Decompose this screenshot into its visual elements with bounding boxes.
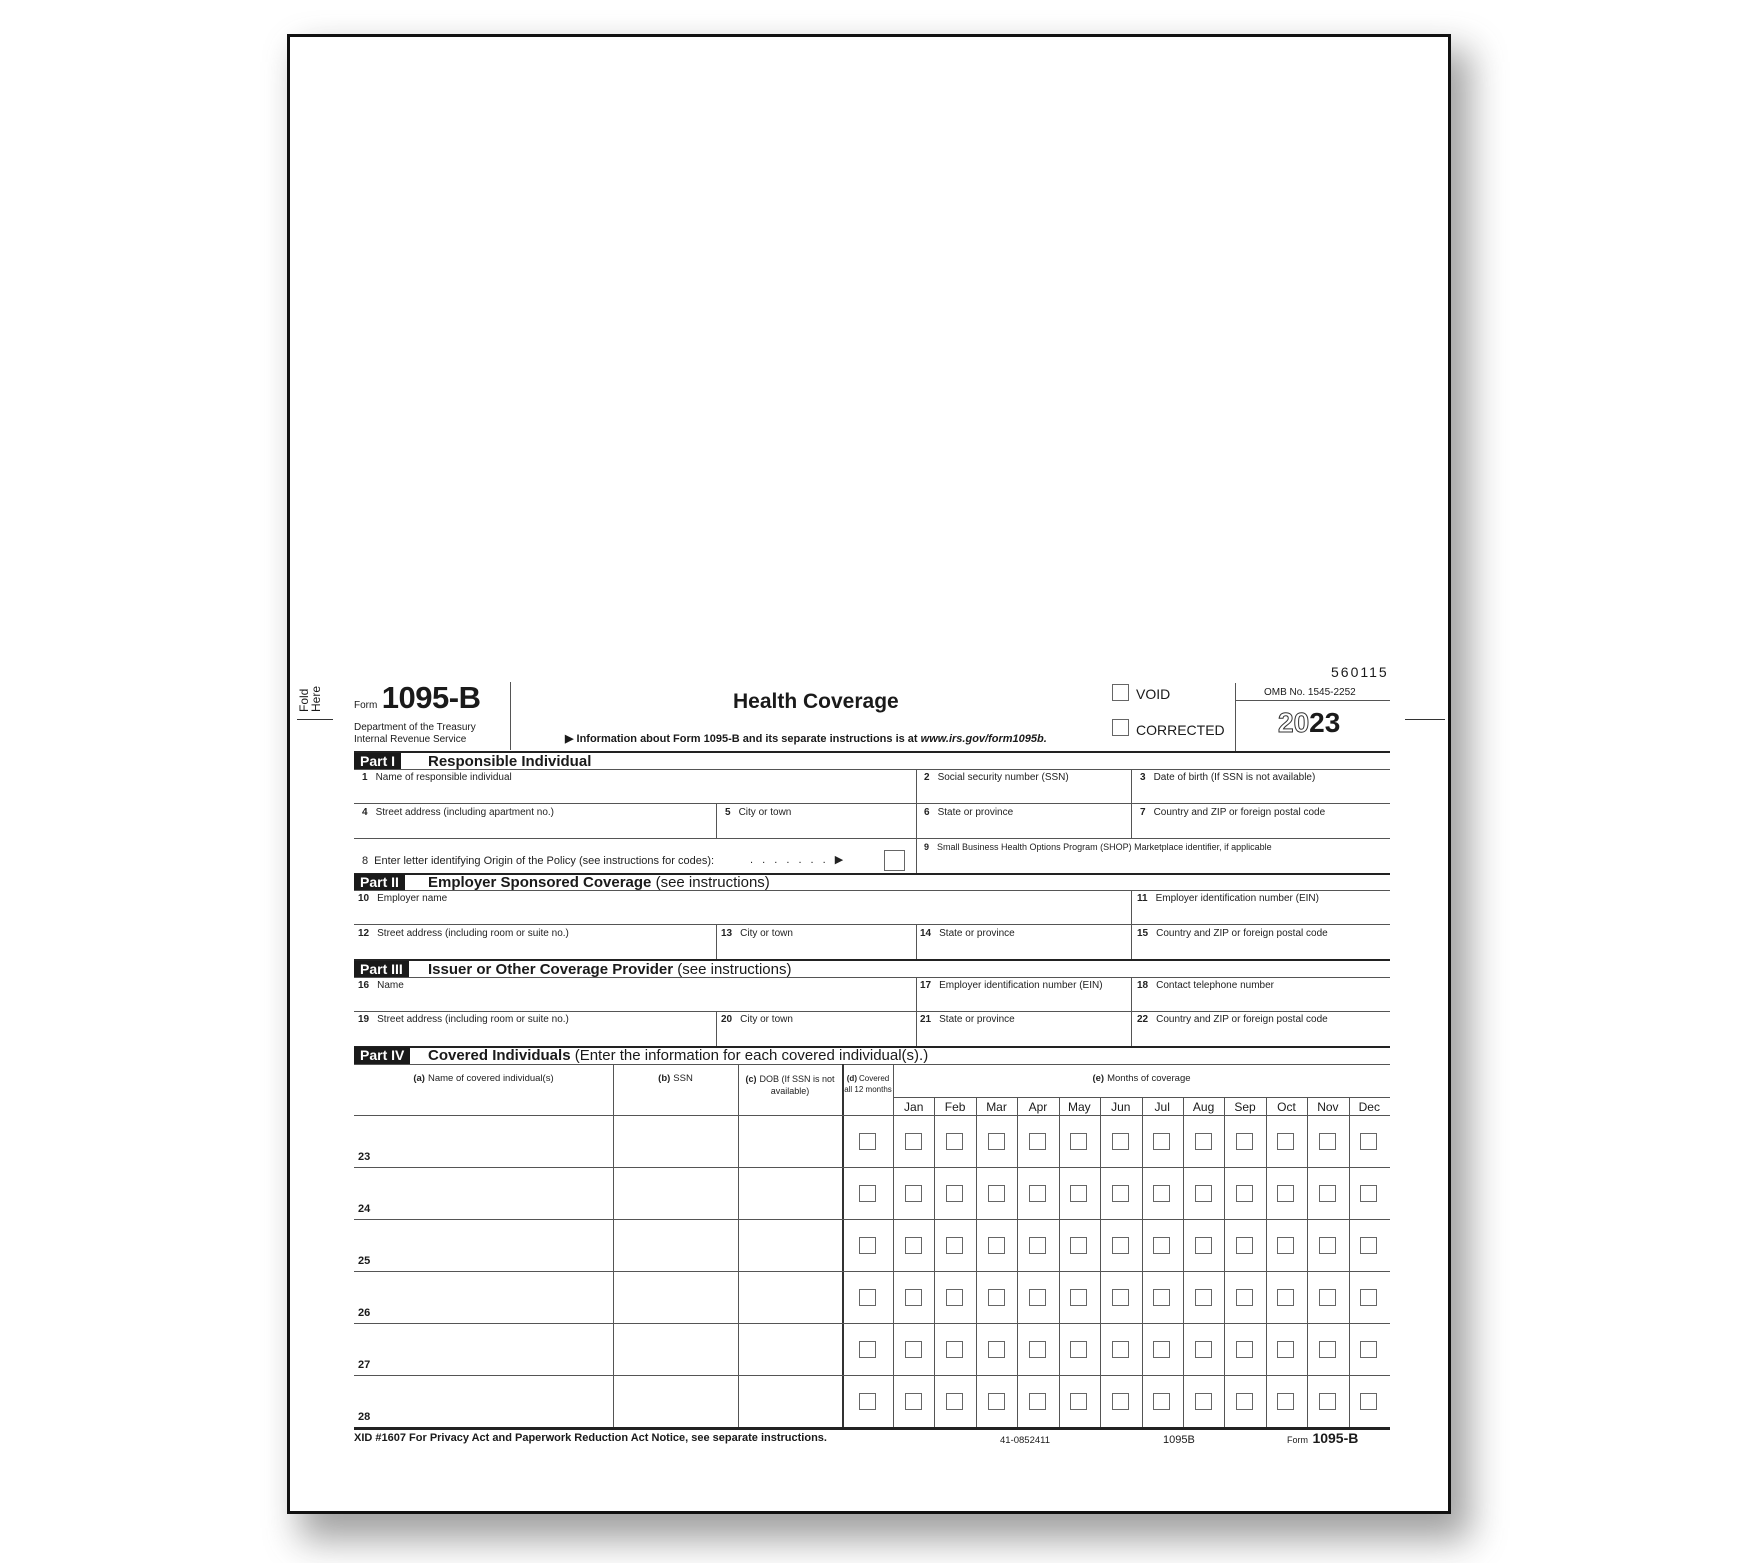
footer-code-2: 1095B <box>1163 1434 1195 1446</box>
fold-here-label <box>298 686 322 712</box>
field-label: Enter letter identifying Origin of the Policy (see instructions for codes): <box>374 855 715 867</box>
month-header-feb: Feb <box>944 1100 966 1114</box>
col-label-2: available) <box>770 1086 810 1096</box>
month-checkbox-aug[interactable] <box>1195 1185 1212 1202</box>
month-col-divider <box>1183 1097 1184 1427</box>
part1-title-text: Responsible Individual <box>428 753 592 770</box>
month-checkbox-oct[interactable] <box>1277 1393 1294 1410</box>
name-cell[interactable] <box>354 1115 613 1167</box>
month-checkbox-oct[interactable] <box>1277 1341 1294 1358</box>
month-checkbox-dec[interactable] <box>1360 1237 1377 1254</box>
ssn-cell[interactable] <box>613 1271 738 1323</box>
field-19[interactable] <box>358 1014 569 1025</box>
col-label: SSN <box>673 1073 693 1084</box>
part2-col-divider-14 <box>916 924 917 959</box>
col-tag: (a) <box>413 1073 425 1084</box>
origin-code-box[interactable] <box>884 850 905 871</box>
part2-col-divider-13 <box>716 924 717 959</box>
field-4[interactable] <box>362 807 554 818</box>
year-bold: 23 <box>1309 707 1341 738</box>
field-num: 6 <box>924 807 930 818</box>
ssn-cell[interactable] <box>613 1219 738 1271</box>
field-label: Small Business Health Options Program (SHOP) Marketplace identifier, if applicable <box>937 842 1272 852</box>
form-code: 560115 <box>1331 664 1389 680</box>
part3-subtitle: (see instructions) <box>677 961 792 978</box>
field-num: 12 <box>358 928 370 939</box>
field-label: City or town <box>738 807 792 818</box>
field-num: 2 <box>924 772 930 783</box>
field-label: Street address (including room or suite no.) <box>377 1014 569 1025</box>
field-11[interactable] <box>1137 893 1319 904</box>
month-checkbox-feb[interactable] <box>946 1393 963 1410</box>
col-tag: (c) <box>745 1074 757 1084</box>
part2-row-rule <box>354 924 1390 925</box>
month-checkbox-jun[interactable] <box>1112 1289 1129 1306</box>
fold-word: Fold <box>297 688 311 712</box>
month-checkbox-may[interactable] <box>1070 1185 1087 1202</box>
month-checkbox-jul[interactable] <box>1153 1289 1170 1306</box>
field-label: Employer identification number (EIN) <box>939 980 1103 991</box>
month-checkbox-mar[interactable] <box>988 1341 1005 1358</box>
footer-rule <box>354 1427 1390 1430</box>
row-rule <box>354 1219 1390 1220</box>
field-5[interactable] <box>725 807 791 818</box>
month-checkbox-dec[interactable] <box>1360 1393 1377 1410</box>
month-checkbox-feb[interactable] <box>946 1237 963 1254</box>
info-url[interactable]: www.irs.gov/form1095b. <box>920 733 1047 745</box>
month-checkbox-nov[interactable] <box>1319 1341 1336 1358</box>
field-num: 5 <box>725 807 731 818</box>
month-header-nov: Nov <box>1317 1100 1339 1114</box>
month-col-divider <box>976 1097 977 1427</box>
month-checkbox-dec[interactable] <box>1360 1289 1377 1306</box>
footer-form-prefix: Form <box>1287 1435 1308 1445</box>
month-checkbox-jan[interactable] <box>905 1393 922 1410</box>
field-label: Date of birth (If SSN is not available) <box>1153 772 1316 783</box>
month-checkbox-nov[interactable] <box>1319 1185 1336 1202</box>
row-rule <box>354 1375 1390 1376</box>
month-checkbox-jun[interactable] <box>1112 1341 1129 1358</box>
leader-dots: . . . . . . . ▶ <box>750 854 847 866</box>
ssn-cell[interactable] <box>613 1323 738 1375</box>
month-checkbox-oct[interactable] <box>1277 1237 1294 1254</box>
field-1[interactable] <box>362 772 512 783</box>
month-checkbox-jan[interactable] <box>905 1185 922 1202</box>
col-a-header <box>354 1073 613 1084</box>
month-checkbox-jul[interactable] <box>1153 1185 1170 1202</box>
corrected-label: CORRECTED <box>1136 722 1225 738</box>
month-checkbox-sep[interactable] <box>1236 1341 1253 1358</box>
covered-all-12-checkbox[interactable] <box>859 1393 876 1410</box>
covered-all-12-checkbox[interactable] <box>859 1133 876 1150</box>
info-text: ▶ Information about Form 1095-B and its separate instructions is at <box>565 733 918 745</box>
field-label: Country and ZIP or foreign postal code <box>1156 1014 1328 1025</box>
part3-title <box>428 961 791 978</box>
row-rule <box>354 1323 1390 1324</box>
covered-all-12-checkbox[interactable] <box>859 1289 876 1306</box>
dob-cell[interactable] <box>738 1167 842 1219</box>
month-checkbox-jan[interactable] <box>905 1133 922 1150</box>
month-col-divider <box>1142 1097 1143 1427</box>
col-label-2: all 12 months <box>844 1085 892 1094</box>
field-12[interactable] <box>358 928 569 939</box>
field-num: 11 <box>1137 893 1148 904</box>
month-checkbox-apr[interactable] <box>1029 1133 1046 1150</box>
name-cell[interactable] <box>354 1167 613 1219</box>
month-checkbox-jul[interactable] <box>1153 1133 1170 1150</box>
field-16[interactable] <box>358 980 404 991</box>
field-20[interactable] <box>721 1014 793 1025</box>
month-checkbox-aug[interactable] <box>1195 1341 1212 1358</box>
field-num: 14 <box>920 928 932 939</box>
month-checkbox-sep[interactable] <box>1236 1237 1253 1254</box>
row-rule <box>354 1271 1390 1272</box>
month-checkbox-jul[interactable] <box>1153 1341 1170 1358</box>
part3-col-divider-20 <box>716 1011 717 1046</box>
part4-title-text: Covered Individuals <box>428 1047 571 1064</box>
row-number: 23 <box>358 1151 371 1163</box>
part4-badge: Part IV <box>354 1047 410 1064</box>
part1-badge: Part I <box>354 753 401 770</box>
part1-rule <box>354 769 1390 770</box>
month-checkbox-aug[interactable] <box>1195 1393 1212 1410</box>
month-checkbox-aug[interactable] <box>1195 1133 1212 1150</box>
part3-row-rule <box>354 1011 1390 1012</box>
field-num: 18 <box>1137 980 1149 991</box>
col-label: Months of coverage <box>1107 1073 1191 1084</box>
month-checkbox-jul[interactable] <box>1153 1393 1170 1410</box>
month-checkbox-dec[interactable] <box>1360 1341 1377 1358</box>
month-checkbox-feb[interactable] <box>946 1133 963 1150</box>
col-label: DOB (If SSN is not <box>759 1074 835 1084</box>
field-label: Employer identification number (EIN) <box>1155 893 1319 904</box>
month-checkbox-mar[interactable] <box>988 1393 1005 1410</box>
month-checkbox-jan[interactable] <box>905 1237 922 1254</box>
field-7[interactable] <box>1140 807 1325 818</box>
form-id <box>354 680 480 716</box>
field-num: 21 <box>920 1014 932 1025</box>
row-number: 25 <box>358 1255 371 1267</box>
footer-form-number: 1095-B <box>1312 1430 1359 1446</box>
field-label: Country and ZIP or foreign postal code <box>1156 928 1328 939</box>
part2-subtitle: (see instructions) <box>655 874 770 891</box>
row-number: 26 <box>358 1307 371 1319</box>
field-label: Employer name <box>377 893 448 904</box>
form-prefix: Form <box>354 700 378 711</box>
field-num: 19 <box>358 1014 370 1025</box>
field-14[interactable] <box>920 928 1015 939</box>
field-num: 22 <box>1137 1014 1149 1025</box>
footer-form-id <box>1287 1430 1358 1448</box>
col-d-divider <box>893 1064 894 1427</box>
field-num: 8 <box>362 855 369 867</box>
field-num: 20 <box>721 1014 733 1025</box>
month-checkbox-oct[interactable] <box>1277 1185 1294 1202</box>
month-checkbox-may[interactable] <box>1070 1237 1087 1254</box>
part4-subtitle: (Enter the information for each covered individual(s).) <box>574 1047 929 1064</box>
month-checkbox-mar[interactable] <box>988 1289 1005 1306</box>
col-c-header <box>738 1073 842 1097</box>
month-col-divider <box>1100 1097 1101 1427</box>
month-checkbox-dec[interactable] <box>1360 1185 1377 1202</box>
col-tag: (b) <box>658 1073 671 1084</box>
field-label: City or town <box>740 928 793 939</box>
month-checkbox-sep[interactable] <box>1236 1185 1253 1202</box>
col-d-header <box>843 1073 893 1095</box>
covered-all-12-checkbox[interactable] <box>859 1237 876 1254</box>
month-checkbox-apr[interactable] <box>1029 1185 1046 1202</box>
month-checkbox-jan[interactable] <box>905 1289 922 1306</box>
field-label: State or province <box>939 928 1015 939</box>
month-checkbox-dec[interactable] <box>1360 1133 1377 1150</box>
month-checkbox-aug[interactable] <box>1195 1237 1212 1254</box>
dob-cell[interactable] <box>738 1323 842 1375</box>
month-checkbox-oct[interactable] <box>1277 1289 1294 1306</box>
month-header-oct: Oct <box>1277 1100 1296 1114</box>
covered-all-12-checkbox[interactable] <box>859 1185 876 1202</box>
field-17[interactable] <box>920 980 1103 991</box>
name-cell[interactable] <box>354 1375 613 1427</box>
field-2[interactable] <box>924 772 1069 783</box>
part1-row-rule-1 <box>354 803 1390 804</box>
month-checkbox-nov[interactable] <box>1319 1237 1336 1254</box>
part2-title-text: Employer Sponsored Coverage <box>428 874 652 891</box>
field-label: Contact telephone number <box>1156 980 1274 991</box>
month-header-may: May <box>1068 1100 1091 1114</box>
fold-tick-left <box>297 719 333 720</box>
part3-rule <box>354 977 1390 978</box>
field-label: Social security number (SSN) <box>937 772 1069 783</box>
row-number: 24 <box>358 1203 371 1215</box>
form-number: 1095-B <box>381 680 481 715</box>
month-header-aug: Aug <box>1192 1100 1215 1114</box>
month-header-mar: Mar <box>986 1100 1007 1114</box>
field-label: Name of responsible individual <box>375 772 512 783</box>
void-checkbox[interactable] <box>1112 684 1129 701</box>
part4-rule <box>354 1064 1390 1065</box>
field-label: Country and ZIP or foreign postal code <box>1153 807 1326 818</box>
field-num: 3 <box>1140 772 1146 783</box>
field-18[interactable] <box>1137 980 1274 991</box>
month-checkbox-jun[interactable] <box>1112 1237 1129 1254</box>
part1-title <box>428 753 591 770</box>
month-checkbox-nov[interactable] <box>1319 1289 1336 1306</box>
month-checkbox-oct[interactable] <box>1277 1133 1294 1150</box>
field-8 <box>362 855 714 867</box>
month-checkbox-nov[interactable] <box>1319 1133 1336 1150</box>
header-divider-left <box>510 682 511 750</box>
month-col-divider <box>1349 1097 1350 1427</box>
covered-all-12-checkbox[interactable] <box>859 1341 876 1358</box>
part3-title-text: Issuer or Other Coverage Provider <box>428 961 674 978</box>
field-label: Name <box>377 980 404 991</box>
footer-notice: XID #1607 For Privacy Act and Paperwork Reduction Act Notice, see separate instructions. <box>354 1432 827 1444</box>
col-label: Name of covered individual(s) <box>427 1073 554 1084</box>
month-checkbox-apr[interactable] <box>1029 1237 1046 1254</box>
agency-block <box>354 722 476 746</box>
col-b-header <box>613 1073 738 1084</box>
month-checkbox-nov[interactable] <box>1319 1393 1336 1410</box>
field-num: 10 <box>358 893 370 904</box>
month-header-apr: Apr <box>1028 1100 1048 1114</box>
month-checkbox-feb[interactable] <box>946 1289 963 1306</box>
col-c-divider <box>842 1064 844 1427</box>
header-divider-right <box>1235 683 1236 751</box>
ssn-cell[interactable] <box>613 1115 738 1167</box>
month-checkbox-mar[interactable] <box>988 1237 1005 1254</box>
row-number: 27 <box>358 1359 371 1371</box>
month-checkbox-mar[interactable] <box>988 1185 1005 1202</box>
part2-badge: Part II <box>354 874 405 891</box>
col-tag: (d) <box>846 1074 857 1083</box>
field-label: City or town <box>740 1014 793 1025</box>
tax-year <box>1278 707 1340 739</box>
row-number: 28 <box>358 1411 371 1423</box>
name-cell[interactable] <box>354 1323 613 1375</box>
month-checkbox-feb[interactable] <box>946 1341 963 1358</box>
month-checkbox-may[interactable] <box>1070 1289 1087 1306</box>
part1-row-rule-2 <box>354 838 1390 839</box>
field-num: 15 <box>1137 928 1149 939</box>
month-checkbox-jul[interactable] <box>1153 1237 1170 1254</box>
field-num: 7 <box>1140 807 1146 818</box>
part2-title <box>428 874 770 891</box>
part1-col-divider-2 <box>916 769 917 873</box>
corrected-checkbox[interactable] <box>1112 719 1129 736</box>
name-cell[interactable] <box>354 1219 613 1271</box>
form-title: Health Coverage <box>733 690 899 713</box>
col-e-header <box>893 1073 1390 1084</box>
dob-cell[interactable] <box>738 1219 842 1271</box>
month-col-divider <box>1059 1097 1060 1427</box>
part4-title <box>428 1047 928 1064</box>
month-col-divider <box>1224 1097 1225 1427</box>
field-label: State or province <box>937 807 1014 818</box>
field-10[interactable] <box>358 893 447 904</box>
here-word: Here <box>309 685 323 712</box>
footer-code-1: 41-0852411 <box>1000 1435 1051 1446</box>
month-header-dec: Dec <box>1358 1100 1380 1114</box>
month-col-divider <box>1266 1097 1267 1427</box>
part3-badge: Part III <box>354 961 409 978</box>
month-checkbox-jun[interactable] <box>1112 1133 1129 1150</box>
month-checkbox-jun[interactable] <box>1112 1185 1129 1202</box>
part1-col-divider-5 <box>716 803 717 838</box>
field-15[interactable] <box>1137 928 1328 939</box>
month-checkbox-mar[interactable] <box>988 1133 1005 1150</box>
month-checkbox-jan[interactable] <box>905 1341 922 1358</box>
dob-cell[interactable] <box>738 1115 842 1167</box>
field-13[interactable] <box>721 928 793 939</box>
field-label: Street address (including apartment no.) <box>375 807 554 818</box>
field-num: 9 <box>924 842 930 852</box>
agency: Internal Revenue Service <box>354 734 467 745</box>
part2-rule <box>354 890 1390 891</box>
void-label: VOID <box>1136 686 1171 702</box>
field-22[interactable] <box>1137 1014 1328 1025</box>
month-header-jan: Jan <box>904 1100 924 1114</box>
field-num: 17 <box>920 980 932 991</box>
omb-number: OMB No. 1545-2252 <box>1264 687 1356 698</box>
field-9[interactable] <box>924 842 1272 852</box>
field-label: State or province <box>939 1014 1015 1025</box>
field-3[interactable] <box>1140 772 1315 783</box>
month-checkbox-sep[interactable] <box>1236 1289 1253 1306</box>
month-checkbox-may[interactable] <box>1070 1341 1087 1358</box>
month-checkbox-may[interactable] <box>1070 1393 1087 1410</box>
month-header-jun: Jun <box>1111 1100 1131 1114</box>
dob-cell[interactable] <box>738 1271 842 1323</box>
col-tag: (e) <box>1092 1073 1105 1084</box>
year-outline: 20 <box>1278 707 1310 738</box>
month-checkbox-jun[interactable] <box>1112 1393 1129 1410</box>
fold-tick-right <box>1405 719 1445 720</box>
ssn-cell[interactable] <box>613 1167 738 1219</box>
month-checkbox-feb[interactable] <box>946 1185 963 1202</box>
month-header-sep: Sep <box>1234 1100 1256 1114</box>
month-checkbox-aug[interactable] <box>1195 1289 1212 1306</box>
month-checkbox-may[interactable] <box>1070 1133 1087 1150</box>
dob-cell[interactable] <box>738 1375 842 1427</box>
field-21[interactable] <box>920 1014 1015 1025</box>
field-num: 1 <box>362 772 368 783</box>
month-checkbox-apr[interactable] <box>1029 1393 1046 1410</box>
month-checkbox-sep[interactable] <box>1236 1133 1253 1150</box>
field-num: 13 <box>721 928 733 939</box>
ssn-cell[interactable] <box>613 1375 738 1427</box>
month-checkbox-sep[interactable] <box>1236 1393 1253 1410</box>
field-num: 4 <box>362 807 368 818</box>
info-line <box>565 732 1047 745</box>
month-checkbox-apr[interactable] <box>1029 1289 1046 1306</box>
field-label: Street address (including room or suite no.) <box>377 928 569 939</box>
field-num: 16 <box>358 980 370 991</box>
month-col-divider <box>934 1097 935 1427</box>
department: Department of the Treasury <box>354 722 476 733</box>
field-6[interactable] <box>924 807 1013 818</box>
month-col-divider <box>1307 1097 1308 1427</box>
col-label: Covered <box>858 1074 890 1083</box>
month-checkbox-apr[interactable] <box>1029 1341 1046 1358</box>
name-cell[interactable] <box>354 1271 613 1323</box>
row-rule <box>354 1167 1390 1168</box>
omb-rule <box>1236 700 1390 701</box>
month-col-divider <box>1017 1097 1018 1427</box>
month-header-jul: Jul <box>1154 1100 1170 1114</box>
